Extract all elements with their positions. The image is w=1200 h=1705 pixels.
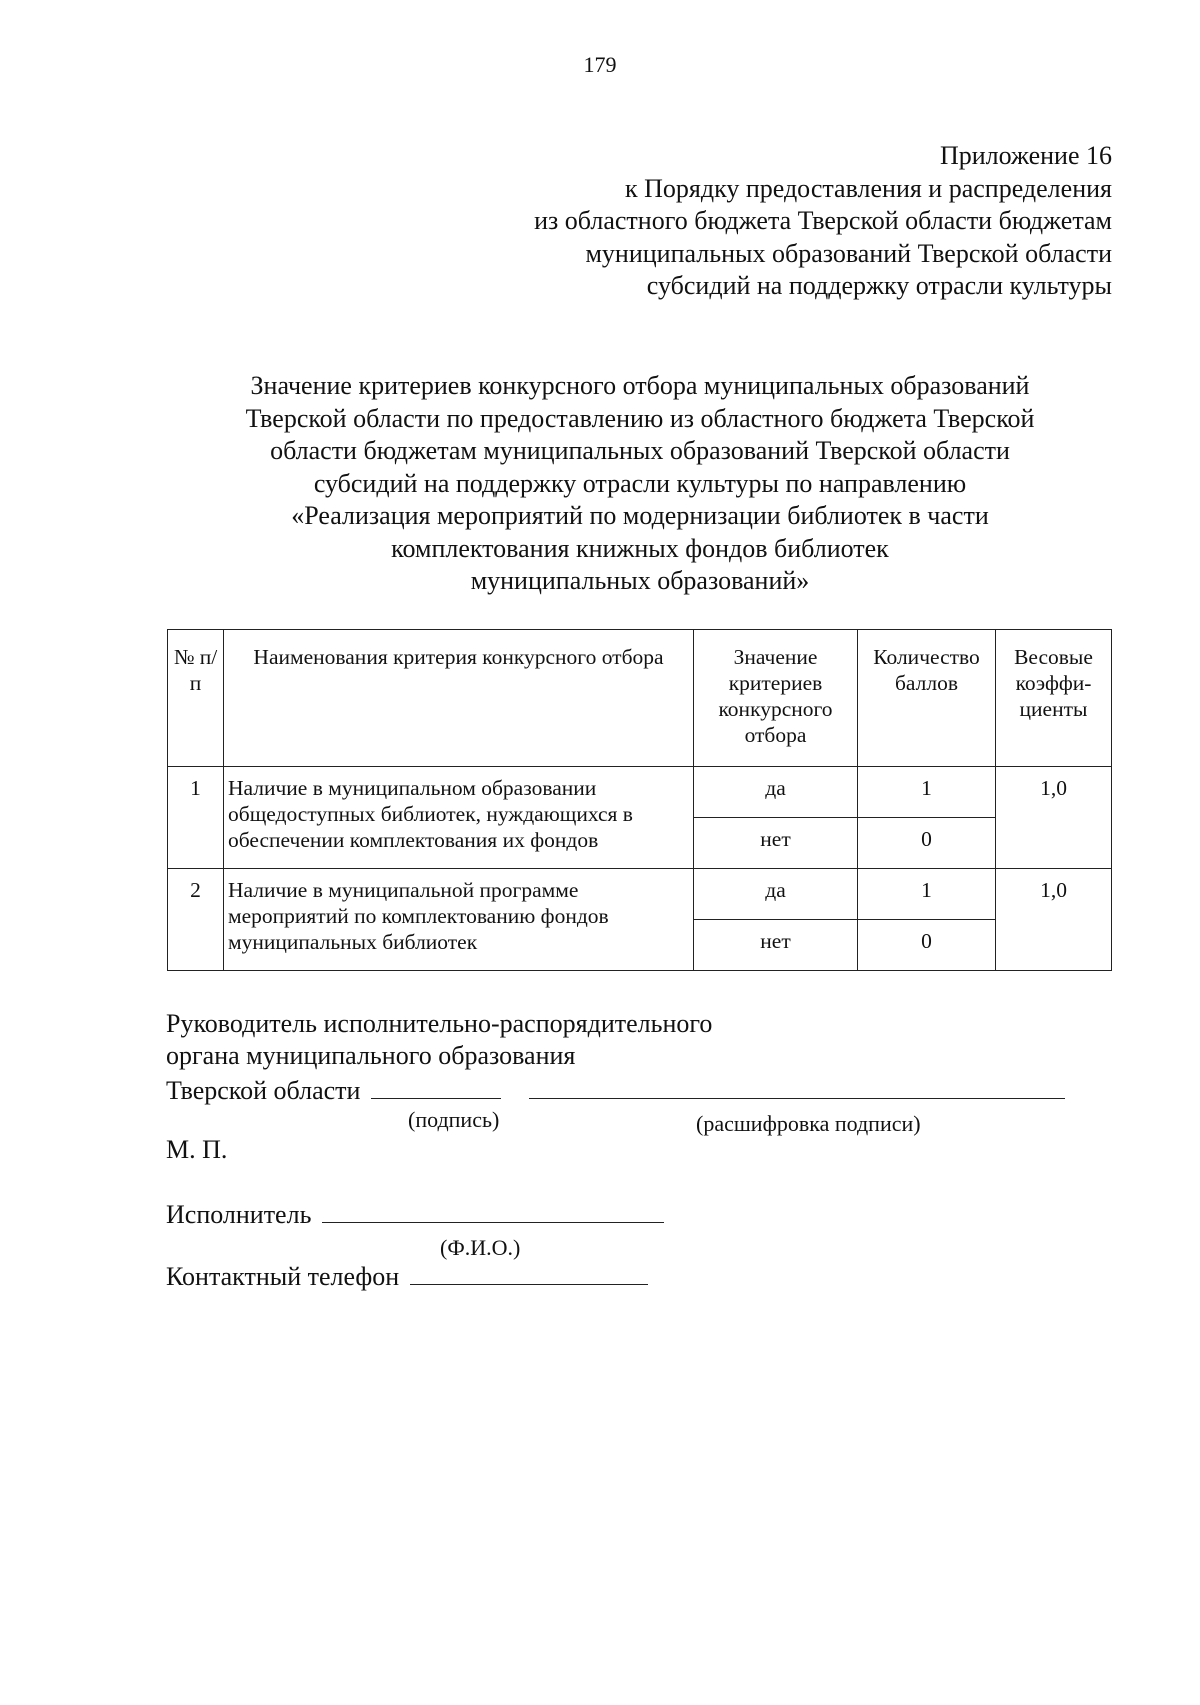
header-name: Наименования критерия конкурсного отбора [224, 630, 694, 767]
executor-field[interactable] [322, 1196, 664, 1223]
signature-region-label: Тверской области [166, 1076, 361, 1105]
table-header-row [168, 630, 1112, 767]
header-score: Количество баллов [858, 630, 996, 767]
title-line: комплектования книжных фондов библиотек [391, 533, 889, 563]
appendix-line: субсидий на поддержку отрасли культуры [646, 271, 1112, 300]
phone-line [166, 1258, 648, 1293]
row-number: 2 [168, 869, 224, 971]
appendix-header [534, 140, 1112, 303]
criterion-value: да [694, 767, 858, 818]
page-number: 179 [583, 52, 617, 77]
header-weight: Весовые коэффи- циенты [996, 630, 1112, 767]
phone-label: Контактный телефон [166, 1262, 400, 1291]
header-num: № п/п [168, 630, 224, 767]
phone-field[interactable] [410, 1258, 648, 1285]
document-title [150, 370, 1130, 598]
title-line: муниципальных образований» [470, 566, 810, 595]
appendix-line: Приложение 16 [939, 141, 1112, 170]
criterion-score: 1 [858, 869, 996, 920]
title-line: субсидий на поддержку отрасли культуры по направлению [313, 468, 967, 498]
criterion-score: 0 [858, 818, 996, 869]
signature-field[interactable] [371, 1072, 501, 1099]
criterion-score: 0 [858, 920, 996, 971]
criterion-value: нет [694, 920, 858, 971]
criterion-name: Наличие в муниципальной программе мероприятий по комплектованию фондов муниципальных библиотек [224, 869, 694, 971]
criterion-name: Наличие в муниципальном образовании общедоступных библиотек, нуждающихся в обеспечении комплектования их фондов [224, 767, 694, 869]
signature-line-2: органа муниципального образования [166, 1041, 576, 1070]
title-line: области бюджетам муниципальных образований Тверской области [270, 436, 1010, 465]
signature-block [166, 1008, 1126, 1291]
executor-line [166, 1196, 664, 1231]
table-row [168, 869, 1112, 920]
weight-coefficient: 1,0 [996, 869, 1112, 971]
signature-decoding-field[interactable] [529, 1072, 1065, 1099]
signature-line-3 [166, 1072, 1126, 1107]
stamp-mark: М. П. [166, 1135, 228, 1164]
executor-label: Исполнитель [166, 1200, 312, 1229]
row-number: 1 [168, 767, 224, 869]
fio-caption: (Ф.И.О.) [440, 1235, 521, 1260]
appendix-line: из областного бюджета Тверской области бюджетам [534, 206, 1112, 235]
criterion-value: да [694, 869, 858, 920]
title-line: Значение критериев конкурсного отбора муниципальных образований [250, 371, 1030, 400]
title-line: «Реализация мероприятий по модернизации библиотек в части [291, 501, 989, 530]
signature-caption: (подпись) [408, 1107, 500, 1132]
weight-coefficient: 1,0 [996, 767, 1112, 869]
criterion-value: нет [694, 818, 858, 869]
signature-decoding-caption: (расшифровка подписи) [696, 1111, 921, 1136]
table-row [168, 767, 1112, 818]
appendix-line: муниципальных образований Тверской области [585, 238, 1112, 268]
criteria-table [167, 629, 1112, 971]
signature-line-1: Руководитель исполнительно-распорядительного [166, 1009, 713, 1038]
appendix-line: к Порядку предоставления и распределения [624, 173, 1112, 203]
header-value: Значение критериев конкурсного отбора [694, 630, 858, 767]
title-line: Тверской области по предоставлению из областного бюджета Тверской [245, 403, 1035, 433]
criterion-score: 1 [858, 767, 996, 818]
